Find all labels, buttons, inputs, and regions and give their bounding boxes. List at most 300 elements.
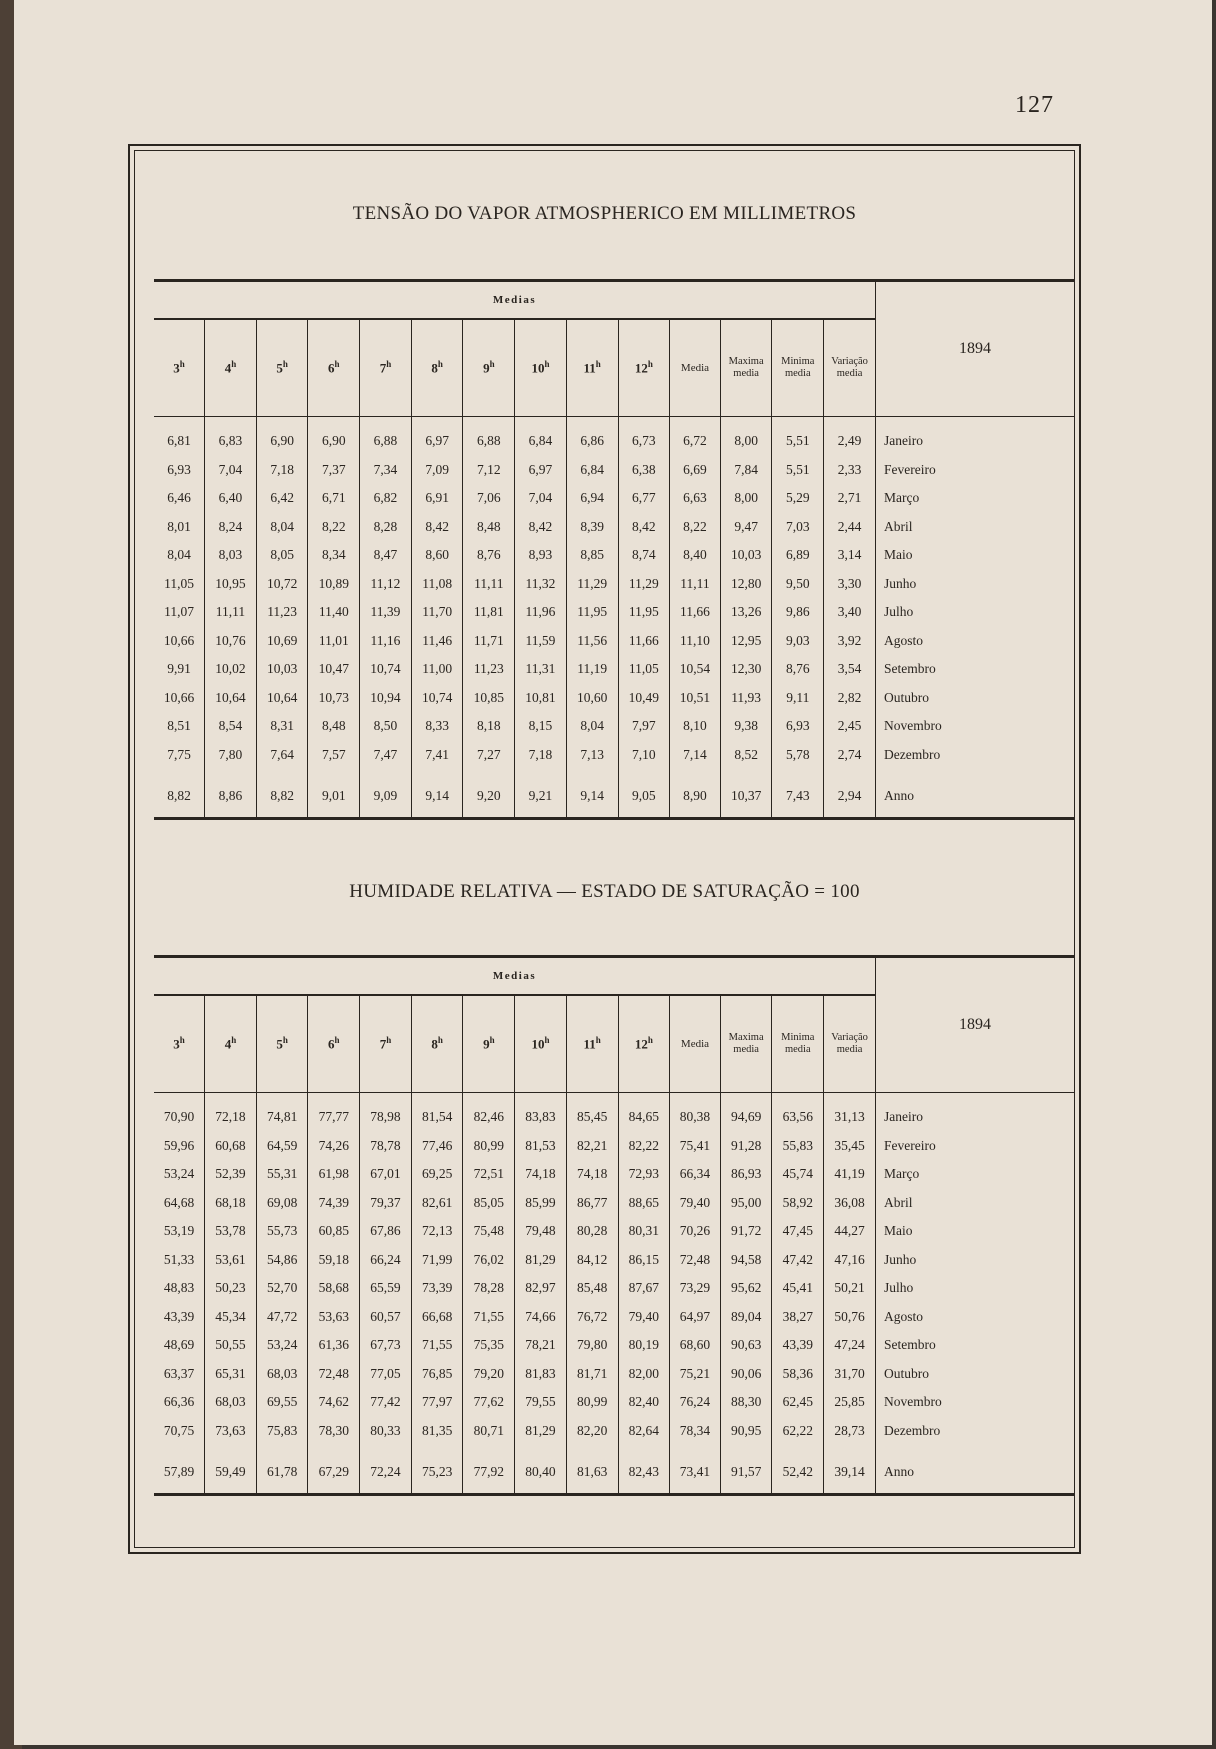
humidity-cell: 74,66 (515, 1303, 567, 1332)
vapor-table (154, 279, 1074, 820)
vapor-cell: 2,33 (824, 456, 876, 485)
humidity-cell: 47,16 (824, 1246, 876, 1275)
vapor-table-row (154, 655, 1074, 684)
vapor-cell: 8,90 (670, 769, 721, 819)
vapor-header (154, 281, 1074, 417)
humidity-cell: 80,99 (463, 1132, 515, 1161)
vapor-cell: 6,83 (205, 417, 257, 456)
vapor-cell: 8,47 (360, 541, 412, 570)
humidity-cell: 80,40 (515, 1445, 567, 1495)
humidity-cell: 74,81 (256, 1093, 308, 1132)
vapor-cell: 7,03 (772, 513, 824, 542)
humidity-cell: 72,18 (205, 1093, 257, 1132)
humidity-cell: 79,40 (618, 1303, 670, 1332)
humidity-cell: 47,42 (772, 1246, 824, 1275)
humidity-cell: 43,39 (772, 1331, 824, 1360)
vapor-cell: 10,49 (618, 684, 670, 713)
vapor-cell: 11,10 (670, 627, 721, 656)
humidity-cell: 69,55 (256, 1388, 308, 1417)
vapor-cell: 10,60 (566, 684, 618, 713)
vapor-table-row (154, 456, 1074, 485)
humidity-cell: 53,24 (154, 1160, 205, 1189)
humidity-cell: 58,68 (308, 1274, 360, 1303)
humidity-cell: 80,33 (360, 1417, 412, 1446)
vapor-cell: 8,22 (308, 513, 360, 542)
humidity-cell: 54,86 (256, 1246, 308, 1275)
vapor-cell: 8,05 (256, 541, 308, 570)
vapor-cell: 5,78 (772, 741, 824, 770)
humidity-cell: 47,45 (772, 1217, 824, 1246)
vapor-cell: 7,27 (463, 741, 515, 770)
humidity-table-row (154, 1132, 1074, 1161)
vapor-cell: 10,94 (360, 684, 412, 713)
vapor-col-header: 7$^h$ (360, 319, 412, 417)
humidity-month-label: Abril (884, 1194, 913, 1210)
humidity-month-label: Julho (884, 1280, 914, 1296)
humidity-cell: 73,41 (670, 1445, 721, 1495)
humidity-cell: 81,83 (515, 1360, 567, 1389)
humidity-cell: 67,73 (360, 1331, 412, 1360)
vapor-cell: 7,34 (360, 456, 412, 485)
vapor-cell: 3,92 (824, 627, 876, 656)
humidity-cell: 59,49 (205, 1445, 257, 1495)
humidity-cell: 52,70 (256, 1274, 308, 1303)
vapor-cell: 9,91 (154, 655, 205, 684)
vapor-cell: 11,31 (515, 655, 567, 684)
vapor-table-wrap (154, 279, 1074, 820)
humidity-cell: 59,18 (308, 1246, 360, 1275)
vapor-cell: 2,71 (824, 484, 876, 513)
vapor-cell: 6,81 (154, 417, 205, 456)
humidity-cell: 78,98 (360, 1093, 412, 1132)
vapor-cell: 7,37 (308, 456, 360, 485)
vapor-body (154, 417, 1074, 819)
humidity-cell: 80,19 (618, 1331, 670, 1360)
humidity-col-header: 11$^h$ (566, 995, 618, 1093)
vapor-medias-label: Medias (154, 281, 876, 320)
humidity-cell: 94,58 (720, 1246, 772, 1275)
humidity-cell: 72,51 (463, 1160, 515, 1189)
humidity-cell: 47,72 (256, 1303, 308, 1332)
vapor-cell: 11,40 (308, 598, 360, 627)
vapor-cell: 7,57 (308, 741, 360, 770)
vapor-cell: 10,64 (205, 684, 257, 713)
vapor-cell: 6,42 (256, 484, 308, 513)
vapor-month-label: Maio (884, 547, 913, 563)
vapor-cell: 9,20 (463, 769, 515, 819)
vapor-table-row (154, 598, 1074, 627)
humidity-cell: 82,64 (618, 1417, 670, 1446)
humidity-cell: 57,89 (154, 1445, 205, 1495)
humidity-cell: 74,18 (515, 1160, 567, 1189)
vapor-cell: 8,04 (256, 513, 308, 542)
humidity-cell: 88,65 (618, 1189, 670, 1218)
vapor-cell: 6,90 (308, 417, 360, 456)
vapor-cell: 9,09 (360, 769, 412, 819)
humidity-col-header: Variação media (824, 995, 876, 1093)
humidity-cell: 67,86 (360, 1217, 412, 1246)
humidity-cell: 77,97 (411, 1388, 463, 1417)
humidity-cell: 82,20 (566, 1417, 618, 1446)
vapor-cell: 2,82 (824, 684, 876, 713)
humidity-cell: 82,40 (618, 1388, 670, 1417)
vapor-year-label: 1894 (876, 281, 1074, 417)
vapor-cell: 8,03 (205, 541, 257, 570)
humidity-cell: 58,92 (772, 1189, 824, 1218)
vapor-cell: 5,51 (772, 417, 824, 456)
vapor-cell: 11,01 (308, 627, 360, 656)
vapor-cell: 10,54 (670, 655, 721, 684)
vapor-cell: 10,47 (308, 655, 360, 684)
humidity-cell: 75,21 (670, 1360, 721, 1389)
humidity-cell: 47,24 (824, 1331, 876, 1360)
humidity-month-label: Novembro (884, 1394, 942, 1410)
vapor-cell: 6,97 (411, 417, 463, 456)
humidity-cell: 90,63 (720, 1331, 772, 1360)
humidity-table-row (154, 1303, 1074, 1332)
humidity-cell: 81,54 (411, 1093, 463, 1132)
vapor-cell: 6,84 (515, 417, 567, 456)
humidity-cell: 95,62 (720, 1274, 772, 1303)
humidity-cell: 76,72 (566, 1303, 618, 1332)
humidity-cell: 71,55 (463, 1303, 515, 1332)
humidity-cell: 66,34 (670, 1160, 721, 1189)
humidity-cell: 75,41 (670, 1132, 721, 1161)
vapor-month-label: Junho (884, 575, 917, 591)
vapor-cell: 10,69 (256, 627, 308, 656)
humidity-cell: 91,57 (720, 1445, 772, 1495)
humidity-table-row (154, 1189, 1074, 1218)
humidity-col-header: 5$^h$ (256, 995, 308, 1093)
humidity-cell: 85,05 (463, 1189, 515, 1218)
humidity-cell: 45,41 (772, 1274, 824, 1303)
vapor-cell: 6,46 (154, 484, 205, 513)
vapor-cell: 6,63 (670, 484, 721, 513)
vapor-cell: 8,04 (566, 712, 618, 741)
vapor-cell: 12,30 (720, 655, 772, 684)
vapor-cell: 8,15 (515, 712, 567, 741)
vapor-cell: 8,54 (205, 712, 257, 741)
humidity-cell: 48,69 (154, 1331, 205, 1360)
humidity-col-header: 7$^h$ (360, 995, 412, 1093)
humidity-table-row (154, 1246, 1074, 1275)
humidity-table-row (154, 1217, 1074, 1246)
vapor-cell: 11,95 (566, 598, 618, 627)
vapor-cell: 8,60 (411, 541, 463, 570)
vapor-cell: 8,40 (670, 541, 721, 570)
humidity-cell: 80,38 (670, 1093, 721, 1132)
humidity-col-header: Media (670, 995, 721, 1093)
vapor-cell: 8,48 (463, 513, 515, 542)
humidity-cell: 77,77 (308, 1093, 360, 1132)
humidity-month-label: Agosto (884, 1308, 924, 1324)
humidity-cell: 82,97 (515, 1274, 567, 1303)
humidity-col-header: 10$^h$ (515, 995, 567, 1093)
vapor-cell: 8,39 (566, 513, 618, 542)
vapor-cell: 10,72 (256, 570, 308, 599)
vapor-table-row (154, 417, 1074, 456)
vapor-cell: 9,86 (772, 598, 824, 627)
humidity-cell: 67,01 (360, 1160, 412, 1189)
humidity-cell: 41,19 (824, 1160, 876, 1189)
vapor-month-label: Março (884, 490, 920, 506)
vapor-cell: 10,74 (360, 655, 412, 684)
humidity-cell: 68,18 (205, 1189, 257, 1218)
humidity-cell: 81,53 (515, 1132, 567, 1161)
humidity-col-header: 8$^h$ (411, 995, 463, 1093)
humidity-cell: 79,55 (515, 1388, 567, 1417)
humidity-cell: 65,31 (205, 1360, 257, 1389)
vapor-cell: 7,18 (515, 741, 567, 770)
vapor-cell: 6,89 (772, 541, 824, 570)
humidity-cell: 63,37 (154, 1360, 205, 1389)
vapor-cell: 8,22 (670, 513, 721, 542)
vapor-table-row (154, 484, 1074, 513)
vapor-cell: 2,44 (824, 513, 876, 542)
humidity-cell: 60,85 (308, 1217, 360, 1246)
vapor-cell: 6,88 (463, 417, 515, 456)
humidity-cell: 88,30 (720, 1388, 772, 1417)
humidity-cell: 53,78 (205, 1217, 257, 1246)
humidity-cell: 68,60 (670, 1331, 721, 1360)
vapor-annual-row (154, 769, 1074, 819)
humidity-month-label: Fevereiro (884, 1137, 936, 1153)
vapor-cell: 3,30 (824, 570, 876, 599)
vapor-cell: 11,66 (670, 598, 721, 627)
humidity-cell: 77,46 (411, 1132, 463, 1161)
vapor-cell: 11,95 (618, 598, 670, 627)
humidity-cell: 86,15 (618, 1246, 670, 1275)
vapor-month-label: Julho (884, 604, 914, 620)
vapor-cell: 11,70 (411, 598, 463, 627)
vapor-cell: 9,14 (411, 769, 463, 819)
vapor-cell: 9,11 (772, 684, 824, 713)
humidity-cell: 85,48 (566, 1274, 618, 1303)
vapor-cell: 10,64 (256, 684, 308, 713)
humidity-cell: 66,36 (154, 1388, 205, 1417)
vapor-col-header: Variação media (824, 319, 876, 417)
humidity-cell: 72,48 (308, 1360, 360, 1389)
humidity-cell: 79,37 (360, 1189, 412, 1218)
humidity-cell: 64,68 (154, 1189, 205, 1218)
humidity-cell: 52,42 (772, 1445, 824, 1495)
vapor-cell: 6,93 (154, 456, 205, 485)
humidity-cell: 95,00 (720, 1189, 772, 1218)
humidity-cell: 38,27 (772, 1303, 824, 1332)
humidity-cell: 31,70 (824, 1360, 876, 1389)
humidity-cell: 82,21 (566, 1132, 618, 1161)
vapor-cell: 8,74 (618, 541, 670, 570)
humidity-cell: 73,39 (411, 1274, 463, 1303)
humidity-cell: 85,99 (515, 1189, 567, 1218)
vapor-cell: 8,42 (515, 513, 567, 542)
vapor-month-label: Outubro (884, 689, 930, 705)
vapor-col-header: 8$^h$ (411, 319, 463, 417)
humidity-cell: 69,08 (256, 1189, 308, 1218)
humidity-cell: 51,33 (154, 1246, 205, 1275)
vapor-cell: 2,49 (824, 417, 876, 456)
vapor-cell: 11,81 (463, 598, 515, 627)
vapor-cell: 11,29 (618, 570, 670, 599)
humidity-cell: 61,78 (256, 1445, 308, 1495)
vapor-month-label: Fevereiro (884, 461, 936, 477)
vapor-cell: 8,04 (154, 541, 205, 570)
vapor-month-label: Agosto (884, 632, 924, 648)
vapor-month-label: Janeiro (884, 433, 923, 449)
humidity-cell: 90,95 (720, 1417, 772, 1446)
vapor-cell: 11,08 (411, 570, 463, 599)
humidity-cell: 81,29 (515, 1417, 567, 1446)
humidity-cell: 85,45 (566, 1093, 618, 1132)
vapor-table-row (154, 741, 1074, 770)
vapor-month-label: Dezembro (884, 746, 941, 762)
vapor-cell: 11,32 (515, 570, 567, 599)
vapor-table-row (154, 570, 1074, 599)
humidity-cell: 73,29 (670, 1274, 721, 1303)
vapor-col-header: Media (670, 319, 721, 417)
vapor-col-header: 5$^h$ (256, 319, 308, 417)
vapor-cell: 5,29 (772, 484, 824, 513)
vapor-cell: 7,97 (618, 712, 670, 741)
vapor-cell: 7,18 (256, 456, 308, 485)
humidity-cell: 78,28 (463, 1274, 515, 1303)
humidity-cell: 90,06 (720, 1360, 772, 1389)
document-page (14, 0, 1212, 1745)
humidity-cell: 79,40 (670, 1189, 721, 1218)
vapor-cell: 6,94 (566, 484, 618, 513)
vapor-cell: 11,29 (566, 570, 618, 599)
vapor-cell: 8,82 (154, 769, 205, 819)
humidity-cell: 28,73 (824, 1417, 876, 1446)
humidity-cell: 78,34 (670, 1417, 721, 1446)
vapor-cell: 11,00 (411, 655, 463, 684)
humidity-cell: 68,03 (205, 1388, 257, 1417)
vapor-col-header: 12$^h$ (618, 319, 670, 417)
humidity-cell: 60,57 (360, 1303, 412, 1332)
table-frame-inner (134, 150, 1075, 1548)
humidity-cell: 44,27 (824, 1217, 876, 1246)
humidity-cell: 67,29 (308, 1445, 360, 1495)
humidity-col-header: 9$^h$ (463, 995, 515, 1093)
vapor-cell: 8,10 (670, 712, 721, 741)
table-frame (128, 144, 1081, 1554)
humidity-cell: 69,25 (411, 1160, 463, 1189)
vapor-cell: 9,21 (515, 769, 567, 819)
humidity-cell: 75,35 (463, 1331, 515, 1360)
humidity-cell: 82,22 (618, 1132, 670, 1161)
vapor-cell: 11,56 (566, 627, 618, 656)
vapor-cell: 11,96 (515, 598, 567, 627)
humidity-cell: 77,05 (360, 1360, 412, 1389)
vapor-cell: 11,23 (256, 598, 308, 627)
vapor-cell: 2,74 (824, 741, 876, 770)
vapor-cell: 8,51 (154, 712, 205, 741)
humidity-cell: 76,85 (411, 1360, 463, 1389)
humidity-cell: 31,13 (824, 1093, 876, 1132)
vapor-cell: 11,19 (566, 655, 618, 684)
vapor-cell: 8,42 (411, 513, 463, 542)
humidity-cell: 66,68 (411, 1303, 463, 1332)
humidity-table-row (154, 1331, 1074, 1360)
humidity-cell: 25,85 (824, 1388, 876, 1417)
humidity-col-header: 3$^h$ (154, 995, 205, 1093)
humidity-cell: 59,96 (154, 1132, 205, 1161)
vapor-cell: 5,51 (772, 456, 824, 485)
vapor-cell: 12,80 (720, 570, 772, 599)
humidity-table-row (154, 1160, 1074, 1189)
humidity-cell: 52,39 (205, 1160, 257, 1189)
vapor-cell: 8,42 (618, 513, 670, 542)
vapor-cell: 7,80 (205, 741, 257, 770)
vapor-cell: 11,16 (360, 627, 412, 656)
humidity-cell: 70,75 (154, 1417, 205, 1446)
humidity-cell: 72,48 (670, 1246, 721, 1275)
humidity-cell: 65,59 (360, 1274, 412, 1303)
vapor-cell: 7,04 (205, 456, 257, 485)
humidity-title: HUMIDADE RELATIVA — ESTADO DE SATURAÇÃO = 100 (349, 881, 860, 902)
humidity-cell: 91,72 (720, 1217, 772, 1246)
vapor-cell: 6,97 (515, 456, 567, 485)
vapor-col-header: Maxima media (720, 319, 772, 417)
humidity-cell: 77,62 (463, 1388, 515, 1417)
vapor-title: TENSÃO DO VAPOR ATMOSPHERICO EM MILLIMETROS (352, 203, 857, 224)
humidity-cell: 66,24 (360, 1246, 412, 1275)
humidity-table-row (154, 1388, 1074, 1417)
vapor-cell: 10,66 (154, 627, 205, 656)
humidity-cell: 62,45 (772, 1388, 824, 1417)
vapor-cell: 3,14 (824, 541, 876, 570)
humidity-cell: 89,04 (720, 1303, 772, 1332)
vapor-cell: 11,11 (463, 570, 515, 599)
humidity-month-label: Outubro (884, 1365, 930, 1381)
vapor-cell: 7,04 (515, 484, 567, 513)
humidity-table-row (154, 1274, 1074, 1303)
vapor-cell: 7,47 (360, 741, 412, 770)
vapor-cell: 10,73 (308, 684, 360, 713)
vapor-cell: 10,02 (205, 655, 257, 684)
humidity-cell: 64,59 (256, 1132, 308, 1161)
vapor-cell: 11,07 (154, 598, 205, 627)
vapor-table-row (154, 712, 1074, 741)
vapor-cell: 11,11 (670, 570, 721, 599)
humidity-cell: 79,20 (463, 1360, 515, 1389)
humidity-cell: 82,46 (463, 1093, 515, 1132)
vapor-cell: 11,46 (411, 627, 463, 656)
humidity-cell: 74,26 (308, 1132, 360, 1161)
humidity-month-label: Maio (884, 1223, 913, 1239)
humidity-cell: 80,71 (463, 1417, 515, 1446)
humidity-cell: 78,78 (360, 1132, 412, 1161)
humidity-col-header: Maxima media (720, 995, 772, 1093)
humidity-cell: 70,26 (670, 1217, 721, 1246)
vapor-cell: 6,91 (411, 484, 463, 513)
humidity-cell: 86,77 (566, 1189, 618, 1218)
vapor-cell: 8,34 (308, 541, 360, 570)
humidity-cell: 94,69 (720, 1093, 772, 1132)
vapor-cell: 10,51 (670, 684, 721, 713)
humidity-cell: 43,39 (154, 1303, 205, 1332)
vapor-month-label: Setembro (884, 661, 936, 677)
vapor-month-label: Novembro (884, 718, 942, 734)
vapor-cell: 7,64 (256, 741, 308, 770)
vapor-cell: 11,59 (515, 627, 567, 656)
humidity-cell: 77,92 (463, 1445, 515, 1495)
vapor-cell: 11,05 (154, 570, 205, 599)
humidity-cell: 53,63 (308, 1303, 360, 1332)
vapor-cell: 6,84 (566, 456, 618, 485)
humidity-cell: 53,61 (205, 1246, 257, 1275)
humidity-cell: 48,83 (154, 1274, 205, 1303)
